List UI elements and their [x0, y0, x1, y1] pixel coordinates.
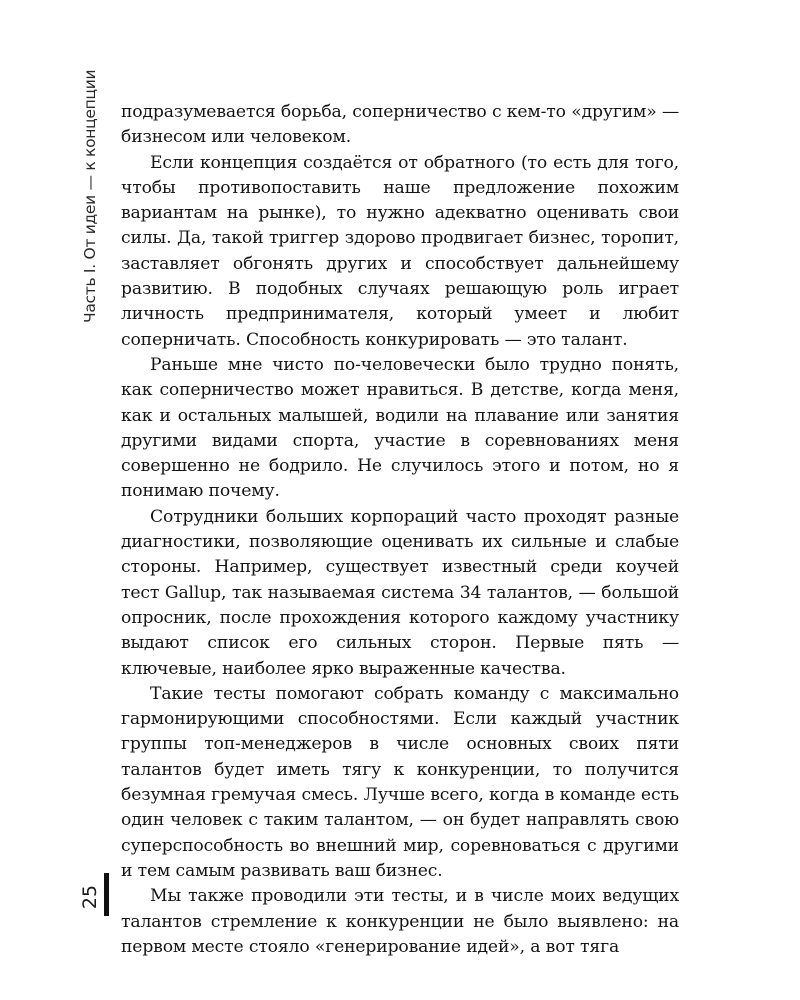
running-header	[80, 69, 100, 323]
page-number	[78, 877, 102, 917]
paragraph: Сотрудники больших корпораций часто проходят разные диагностики, позволяющие оценивать их сильные и слабые стороны. Например, существует известный среди коучей тест Gallup, так называемая система 34 талантов, — большой опросник, после прохождения которого каждому участнику выдают список его сильных сторон. Первые пять — ключевые, наиболее ярко выраженные качества.	[121, 506, 679, 679]
paragraph: Если концепция создаётся от обратного (то есть для того, чтобы противопоставить наше предложение похожим вариантам на рынке), то нужно адекватно оценивать свои силы. Да, такой триггер здорово продвигает бизнес, торопит, заставляет обгонять других и способствует дальнейшему развитию. В подобных случаях решающую роль играет личность предпринимателя, который умеет и любит соперничать. Способность конкурировать — это талант.	[121, 152, 679, 350]
page-number-text: 25	[79, 884, 101, 910]
paragraph: Такие тесты помогают собрать команду с максимально гармонирующими способностями. Если каждый участник группы топ-менеджеров в числе основных своих пяти талантов будет иметь тягу к конкуренции, то получится безумная гремучая смесь. Лучше всего, когда в команде есть один человек с таким талантом, — он будет направлять свою суперспособность во внешний мир, соревноваться с другими и тем самым развивать ваш бизнес.	[121, 683, 679, 881]
body-text	[121, 100, 679, 960]
paragraph: Раньше мне чисто по-человечески было трудно понять, как соперничество может нравиться. В детстве, когда меня, как и остальных малышей, водили на плавание или занятия другими видами спорта, участие в соревнованиях меня совершенно не бодрило. Не случилось этого и потом, но я понимаю почему.	[121, 354, 679, 502]
page-number-bar	[104, 873, 109, 916]
paragraph: Мы также проводили эти тесты, и в числе моих ведущих талантов стремление к конкуренции не было выявлено: на первом месте стояло «генерирование идей», а вот тяга	[121, 886, 679, 957]
paragraph: подразумевается борьба, соперничество с кем-то «другим» — бизнесом или человеком.	[121, 102, 679, 148]
part-title: Часть I. От идеи — к концепции	[81, 69, 99, 323]
